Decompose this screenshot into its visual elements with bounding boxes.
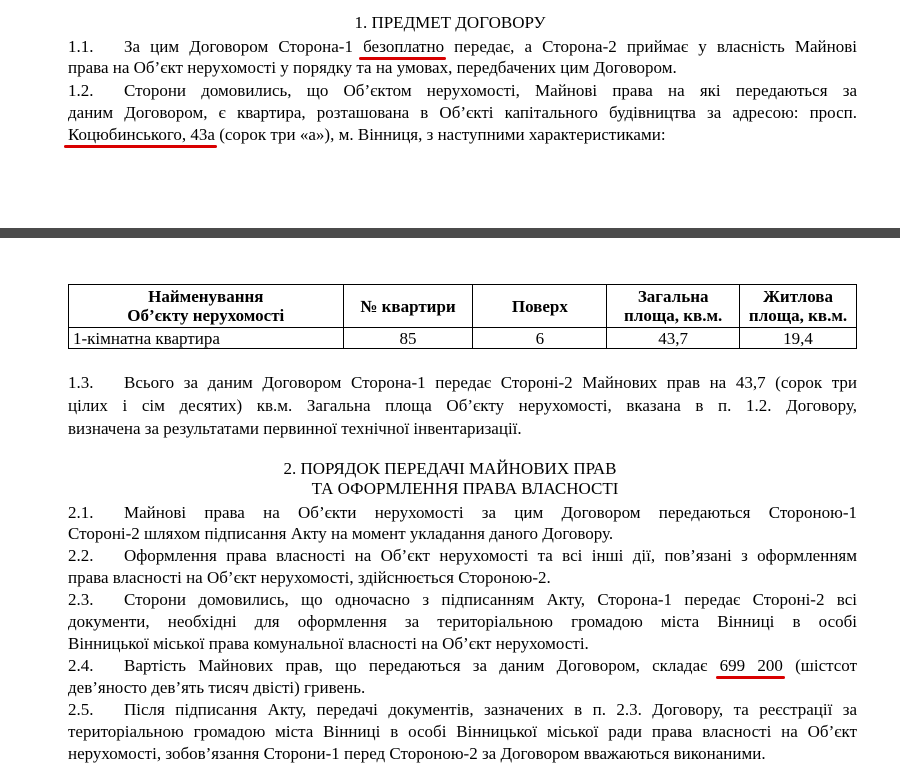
highlighted-price: 699 200 — [720, 656, 783, 675]
property-characteristics-table — [68, 284, 857, 349]
paragraph-2-5-line-1: 2.5. Після підписання Акту, передачі документів, зазначених в п. 2.3. Договору, та реєстрації за — [68, 700, 857, 719]
paragraph-1-3-line-3: визначена за результатами первинної технічної інвентаризації. — [68, 419, 522, 438]
paragraph-number: 2.2. — [68, 546, 94, 565]
paragraph-2-2-line-2: права власності на Об’єкт нерухомості, здійснюється Стороною-2. — [68, 568, 551, 587]
document-page-bottom — [0, 238, 900, 771]
paragraph-number: 1.1. — [68, 37, 94, 56]
paragraph-1-2-line-1: 1.2. Сторони домовились, що Об’єктом нерухомості, Майнові права на які передаються за — [68, 81, 857, 100]
cell-object-name: 1-кімнатна квартира — [69, 328, 344, 349]
header-floor: Поверх — [473, 285, 607, 328]
cell-apartment-number: 85 — [343, 328, 473, 349]
red-underline-mark — [64, 145, 217, 148]
paragraph-2-5-line-3: нерухомості, зобов’язання Сторони-1 перед Стороною-2 за Договором вважаються виконаними. — [68, 744, 766, 763]
page-break-divider — [0, 228, 900, 238]
cell-living-area: 19,4 — [740, 328, 857, 349]
paragraph-2-3-line-3: Вінницької міської права комунальної власності на Об’єкт нерухомості. — [68, 634, 589, 653]
table-row — [69, 328, 857, 349]
table-header-row — [69, 285, 857, 328]
paragraph-1-2-line-3: Коцюбинського, 43а (сорок три «а»), м. Вінниця, з наступними характеристиками: — [68, 124, 666, 145]
paragraph-number: 2.1. — [68, 503, 94, 522]
section-1-title: 1. ПРЕДМЕТ ДОГОВОРУ — [354, 13, 546, 32]
paragraph-1-1-line-1: 1.1. За цим Договором Сторона-1 безоплатно передає, а Сторона-2 приймає у власність Майнові — [68, 36, 857, 57]
document-page-top — [0, 0, 900, 228]
paragraph-2-1-line-2: Стороні-2 шляхом підписання Акту на момент укладання даного Договору. — [68, 524, 614, 543]
section-2-title-line-2: ТА ОФОРМЛЕННЯ ПРАВА ВЛАСНОСТІ — [311, 479, 619, 498]
header-total-area: Загальна площа, кв.м. — [607, 285, 740, 328]
paragraph-1-1-line-2: права на Об’єкт нерухомості у порядку та на умовах, передбачених цим Договором. — [68, 58, 677, 77]
paragraph-1-3-line-1: 1.3. Всього за даним Договором Сторона-1 передає Стороні-2 Майнових прав на 43,7 (сорок три — [68, 373, 857, 392]
paragraph-1-2-line-2: даним Договором, є квартира, розташована в Об’єкті капітального будівництва за адресою: просп. — [68, 103, 857, 122]
paragraph-number: 2.5. — [68, 700, 94, 719]
cell-total-area: 43,7 — [607, 328, 740, 349]
paragraph-2-4-line-1: 2.4. Вартість Майнових прав, що передаються за даним Договором, складає 699 200 (шістсот — [68, 655, 857, 676]
header-apartment-number: № квартири — [343, 285, 473, 328]
paragraph-2-3-line-2: документи, необхідні для оформлення за територіальною громадою міста Вінниці в особі — [68, 612, 857, 631]
paragraph-2-2-line-1: 2.2. Оформлення права власності на Об’єкт нерухомості та всі інші дії, пов’язані з оформленням — [68, 546, 857, 565]
cell-floor: 6 — [473, 328, 607, 349]
section-2-title-line-1: 2. ПОРЯДОК ПЕРЕДАЧІ МАЙНОВИХ ПРАВ — [283, 459, 617, 478]
paragraph-2-4-line-2: дев’яносто дев’ять тисяч двісті) гривень. — [68, 678, 366, 697]
header-living-area: Житлова площа, кв.м. — [740, 285, 857, 328]
paragraph-2-5-line-2: територіальною громадою міста Вінниці в особі Вінницької міської ради права власності на Об’єкт — [68, 722, 857, 741]
paragraph-number: 1.2. — [68, 81, 94, 100]
highlighted-address: Коцюбинського, 43а — [68, 125, 215, 144]
highlighted-term-free: безоплатно — [363, 37, 444, 56]
red-underline-mark — [716, 676, 785, 679]
paragraph-2-3-line-1: 2.3. Сторони домовились, що одночасно з підписанням Акту, Сторона-1 передає Стороні-2 всі — [68, 590, 857, 609]
paragraph-number: 1.3. — [68, 373, 94, 392]
header-object-name: Найменування Об’єкту нерухомості — [69, 285, 344, 328]
paragraph-number: 2.3. — [68, 590, 94, 609]
paragraph-2-1-line-1: 2.1. Майнові права на Об’єкти нерухомості за цим Договором передаються Стороною-1 — [68, 503, 857, 522]
paragraph-1-3-line-2: цілих і сім десятих) кв.м. Загальна площа Об’єкту нерухомості, вказана в п. 1.2. Договору, — [68, 396, 857, 415]
paragraph-number: 2.4. — [68, 656, 94, 675]
